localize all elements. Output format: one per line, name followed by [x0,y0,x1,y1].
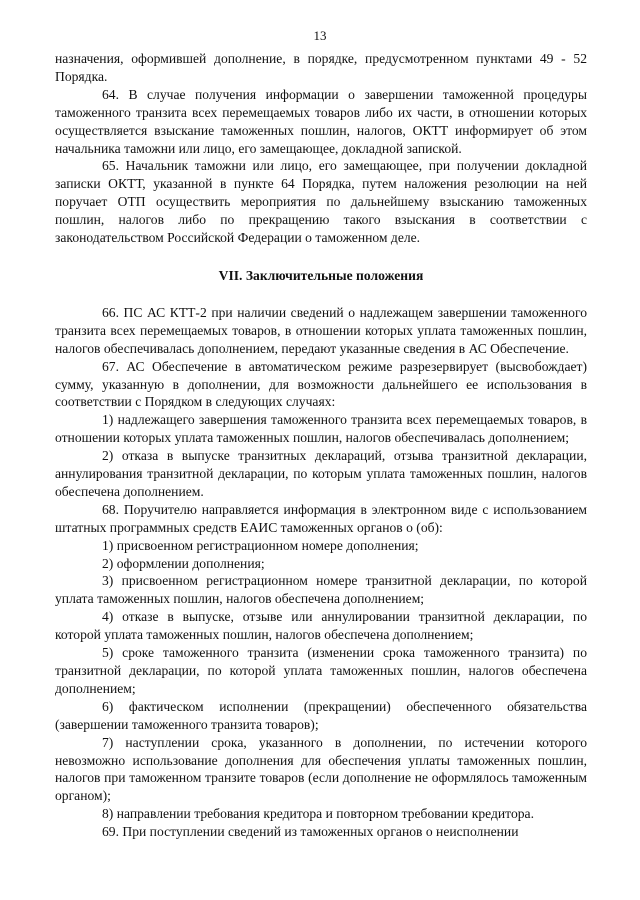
list-item-68-8: 8) направлении требования кредитора и повторном требовании кредитора. [102,806,534,822]
paragraph-64: 64. В случае получения информации о завершении таможенной процедуры таможенного транзита всех перемещаемых товаров либо их части, в отношении которых осуществляется взыскание таможенных пошлин, налогов, ОКТТ информирует об этом начальника таможни или лицо, его замещающее, докладной запиской. [55,86,587,156]
page-content [55,50,587,841]
paragraph-68: 68. Поручителю направляется информация в электронном виде с использованием штатных программных средств ЕАИС таможенных органов о (об): [55,501,587,535]
list-item-68-1: 1) присвоенном регистрационном номере дополнения; [102,537,419,553]
paragraph-65: 65. Начальник таможни или лицо, его замещающее, при получении докладной записки ОКТТ, указанной в пункте 64 Порядка, путем наложения резолюции на ней поручает ОТП осуществить мероприятия по дальнейшему взысканию таможенных пошлин, налогов либо по прекращению такого взыскания в соответствии с законодательством Российской Федерации о таможенном деле. [55,158,587,246]
list-item-68-3: 3) присвоенном регистрационном номере транзитной декларации, по которой уплата таможенных пошлин, налогов обеспечена дополнением; [55,573,587,607]
page-number: 13 [313,28,327,43]
list-item-68-5: 5) сроке таможенного транзита (изменении срока таможенного транзита) по транзитной декларации, по которой уплата таможенных пошлин, налогов обеспечена дополнением; [55,645,587,696]
list-item-68-2: 2) оформлении дополнения; [102,555,265,571]
paragraph-66: 66. ПС АС КТТ-2 при наличии сведений о надлежащем завершении таможенного транзита всех перемещаемых товаров, в отношении которых уплата таможенных пошлин, налогов обеспечивалась дополнением, передают указанные сведения в АС Обеспечение. [55,304,587,356]
paragraph-69: 69. При поступлении сведений из таможенных органов о неисполнении [102,824,519,840]
section-heading: VII. Заключительные положения [218,267,424,283]
list-item-67-2: 2) отказа в выпуске транзитных деклараций, отзыва транзитной декларации, аннулирования транзитной декларации, по которым уплата таможенных пошлин, налогов обеспечена дополнением. [55,448,587,499]
list-item-68-4: 4) отказе в выпуске, отзыве или аннулировании транзитной декларации, по которой уплата таможенных пошлин, налогов обеспечена дополнением; [55,609,587,643]
list-item-67-1: 1) надлежащего завершения таможенного транзита всех перемещаемых товаров, в отношении которых уплата таможенных пошлин, налогов обеспечивалась дополнением; [55,412,587,446]
paragraph-67: 67. АС Обеспечение в автоматическом режиме разрезервирует (высвобождает) сумму, указанную в дополнении, для возможности дальнейшего ее использования в соответствии с Порядком в следующих случаях: [55,358,587,410]
list-item-68-7: 7) наступлении срока, указанного в дополнении, по истечении которого невозможно использование дополнения для обеспечения уплаты таможенных пошлин, налогов при таможенном транзите товаров (если дополнение не оформлялось таможенным органом); [55,734,587,804]
paragraph-continuation: назначения, оформившей дополнение, в порядке, предусмотренном пунктами 49 - 52 Порядка. [55,51,587,84]
list-item-68-6: 6) фактическом исполнении (прекращении) обеспеченного обязательства (завершении таможенного транзита товаров); [55,698,587,732]
